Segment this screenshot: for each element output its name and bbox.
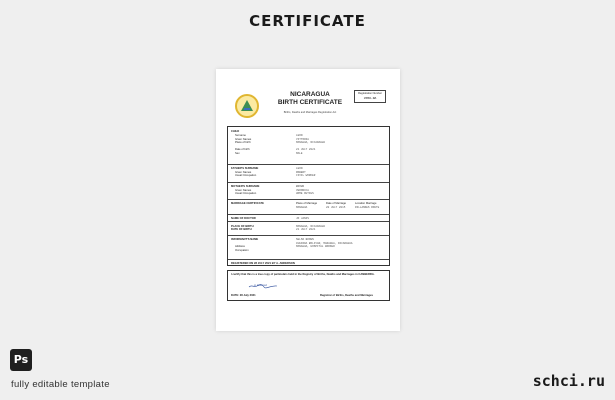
- father-value: LEON: [296, 166, 303, 170]
- registrar-title: Registrar of Births, Deaths and Marriages: [320, 294, 374, 297]
- marriage-value: MANAGUA: [296, 206, 308, 209]
- child-label: Sex: [235, 151, 240, 155]
- mother-heading: MOTHER'S SURNAME: [231, 184, 260, 188]
- child-heading: CHILD: [231, 130, 240, 133]
- registration-number: 35M8-NA: [363, 96, 377, 100]
- child-value: MALE: [296, 151, 303, 155]
- marriage-value: 20 JULY 2015: [326, 206, 346, 209]
- informant-value: MANAGUA, HOSPITAL WORKER: [296, 245, 335, 248]
- informant-label: Address: [235, 245, 245, 248]
- certificate-title: BIRTH CERTIFICATE: [277, 99, 343, 106]
- registration-box: [354, 90, 386, 103]
- certificate-footer: [227, 270, 390, 301]
- marriage-column: Date of Marriage: [326, 202, 347, 205]
- signature-text: A. Anderson: [254, 284, 268, 287]
- registered-section: [228, 259, 389, 267]
- child-value: LEON: [296, 134, 303, 137]
- child-label: Date of birth: [235, 148, 250, 151]
- mother-value: BROWN: [296, 184, 305, 188]
- watermark: schci.ru: [532, 372, 605, 390]
- informant-value: AVENIDA BOLIVAR, MANAGUA, NICARAGUA: [296, 241, 353, 245]
- doctor-section: [228, 214, 389, 221]
- marriage-heading: MARRIAGE CERTIFICATE: [231, 202, 264, 205]
- place-of-birth-value: MANAGUA, NICARAGUA: [296, 224, 326, 228]
- editable-note: fully editable template: [11, 379, 110, 390]
- child-label: Given Names: [235, 137, 252, 141]
- doctor-value: JO JANIS: [296, 216, 309, 220]
- child-value: MANAGUA, NICARAGUA: [296, 141, 326, 144]
- father-section: [228, 164, 389, 182]
- marriage-section: [228, 199, 389, 214]
- informant-label: Occupation: [235, 248, 249, 252]
- country-name: NICARAGUA: [290, 91, 330, 98]
- birth-place-section: [228, 221, 389, 235]
- child-section: [228, 127, 389, 164]
- mother-section: [228, 182, 389, 199]
- doctor-label: NAME OF DOCTOR: [231, 216, 256, 220]
- coat-of-arms-icon: [235, 94, 259, 118]
- mother-value: HOME DUTIES: [296, 192, 314, 195]
- certificate-titles: [262, 91, 358, 114]
- child-label: Place of birth: [235, 141, 251, 144]
- father-label: Given Names: [235, 170, 252, 174]
- father-value: ROBERT: [296, 170, 306, 174]
- photoshop-icon: Ps: [10, 349, 32, 371]
- informant-value: SELMA BROWN: [296, 238, 314, 241]
- child-value: VITTORIA: [296, 137, 309, 141]
- mother-label: Usual Occupation: [235, 192, 257, 195]
- mother-value: VERONICA: [296, 188, 309, 192]
- mother-label: Given Names: [235, 188, 252, 192]
- registered-text: REGISTERED ON 28 JULY 2021 BY A. ANDERSON: [231, 261, 295, 265]
- child-label: Surname: [235, 134, 246, 137]
- footer-date: DATE: 28 July 2021: [231, 294, 256, 297]
- registration-label: Registration Number: [358, 92, 382, 95]
- marriage-value: RILLANSES ROUTE: [355, 206, 380, 209]
- marriage-column: Place of Marriage: [296, 202, 318, 205]
- certificate-subtitle: Births, Deaths and Marriages Registration Act: [283, 111, 337, 114]
- certificate-document: [216, 69, 400, 331]
- father-label: Usual Occupation: [235, 174, 257, 177]
- child-value: 21 JULY 2021: [296, 148, 316, 151]
- father-value: CIVIL WORKER: [296, 174, 316, 177]
- date-of-birth-value: 21 JULY 2021: [296, 228, 316, 231]
- informant-heading: INFORMANT'S NAME: [231, 238, 259, 241]
- date-of-birth-label: DATE OF BIRTH: [231, 228, 252, 231]
- certificate-form: [227, 126, 390, 266]
- page-heading: CERTIFICATE: [249, 12, 366, 30]
- father-heading: FATHER'S SURNAME: [231, 166, 259, 170]
- place-of-birth-label: PLACE OF BIRTH: [231, 224, 254, 228]
- certification-statement: I certify that this is a true copy of particulars held in the Registry of Births, Deaths and Marriages in CANBERRA.: [231, 273, 375, 276]
- certificate-header: [224, 88, 392, 126]
- marriage-column: Location Marriage: [355, 202, 377, 205]
- informant-section: [228, 235, 389, 259]
